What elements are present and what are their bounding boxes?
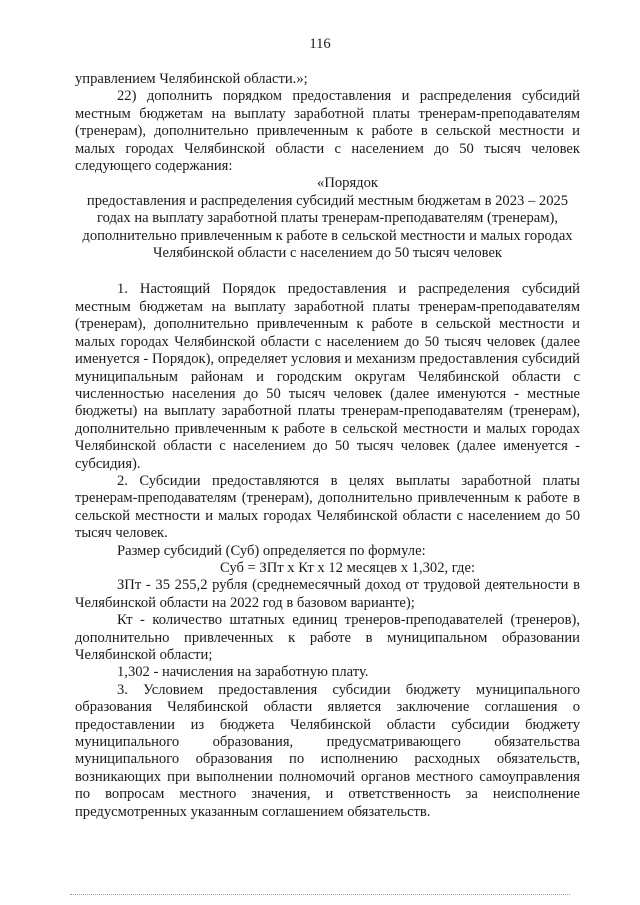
title-line-1: «Порядок (317, 175, 378, 192)
title-line-2: предоставления и распределения субсидий местным бюджетам в 2023 – 2025 годах на выплату заработной платы тренерам-преподавателям (тренерам), дополнительно привлеченным к работе в сельской местности и малых городах Челябинской области с населением до 50 тысяч человек (82, 192, 573, 262)
definition-zpt: ЗПт - 35 255,2 рубля (среднемесячный доход от трудовой деятельности в Челябинской области на 2022 год в базовом варианте); (75, 577, 580, 611)
paragraph-3: 3. Условием предоставления субсидии бюджету муниципального образования Челябинской области является заключение соглашения о предоставлении из бюджета Челябинской области субсидии бюджету муниципального образования, предусматривающего обязательства муниципального образования по исполнению расходных обязательств, возникающих при выполнении полномочий органов местного самоуправления по вопросам местного значения, и ответственность за неисполнение предусмотренных указанным соглашением обязательств. (75, 681, 580, 820)
definition-kt: Кт - количество штатных единиц тренеров-преподавателей (тренеров), дополнительно привлеченных к работе в муниципальном образовании Челябинской области; (75, 612, 580, 663)
item-22: 22) дополнить порядком предоставления и распределения субсидий местным бюджетам на выплату заработной платы тренерам-преподавателям (тренерам), дополнительно привлеченным к работе в сельской местности и малых городах Челябинской области с населением до 50 тысяч человек следующего содержания: (75, 88, 580, 175)
paragraph-1: 1. Настоящий Порядок предоставления и распределения субсидий местным бюджетам на выплату заработной платы тренерам-преподавателям (тренерам), дополнительно привлеченным к работе в сельской местности и малых городах Челябинской области с населением до 50 тысяч человек (далее именуется - Порядок), определяет условия и механизм предоставления субсидий муниципальным районам и городским округам Челябинской области с численностью населения до 50 тысяч человек (далее именуются - местные бюджеты) на выплату заработной платы тренерам-преподавателям (тренерам), дополнительно привлеченным к работе в сельской местности и малых городах Челябинской области с населением до 50 тысяч человек (далее именуется - субсидия). (75, 281, 580, 472)
subsidy-formula: Суб = ЗПт x Кт x 12 месяцев x 1,302, где: (219, 559, 476, 576)
page-number: 116 (309, 36, 331, 52)
document-body (75, 71, 580, 821)
intro-tail: управлением Челябинской области.»; (75, 71, 308, 87)
paragraph-2: 2. Субсидии предоставляются в целях выплаты заработной платы тренерам-преподавателям (тренерам), дополнительно привлеченным к работе в сельской местности и малых городах Челябинской области с населением до 50 тысяч человек. (75, 472, 580, 542)
page-bottom-edge (70, 894, 570, 895)
definition-1302: 1,302 - начисления на заработную плату. (117, 664, 369, 681)
subsidy-size-intro: Размер субсидий (Суб) определяется по формуле: (117, 542, 426, 559)
section-title (75, 175, 580, 262)
